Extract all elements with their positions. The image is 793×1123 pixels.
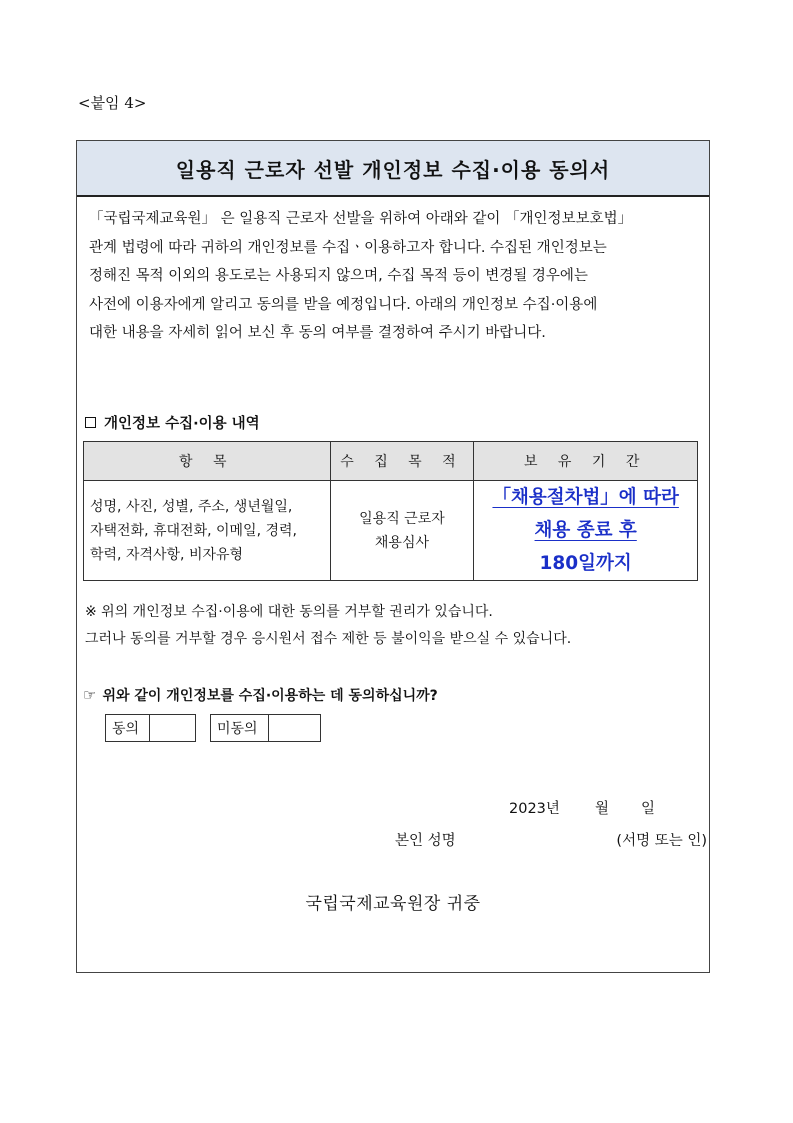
intro-line: 사전에 이용자에게 알리고 동의를 받을 예정입니다. 아래의 개인정보 수집·이용에 [89,296,598,313]
recipient: 국립국제교육원장 귀중 [305,894,481,914]
consent-form [76,140,710,973]
agree-checkbox[interactable] [150,715,188,741]
intro-line: 관계 법령에 따라 귀하의 개인정보를 수집ㆍ이용하고자 합니다. 수집된 개인정보는 [89,239,607,256]
disagree-option[interactable] [210,714,321,742]
form-title: 일용직 근로자 선발 개인정보 수집·이용 동의서 [77,141,709,197]
agree-option[interactable] [105,714,196,742]
question-text: 위와 같이 개인정보를 수집·이용하는 데 동의하십니까? [102,688,438,704]
period-cell [474,481,698,581]
period-line: 180일까지 [539,553,632,574]
period-line: 채용 종료 후 [534,520,637,541]
purpose-line: 채용심사 [374,534,430,551]
intro-line: 「국립국제교육원」 은 일용직 근로자 선발을 위하여 아래와 같이 「개인정보보호법」 [89,211,633,227]
purpose-cell [330,481,474,581]
items-line: 학력, 자격사항, 비자유형 [90,546,244,563]
signature-line [395,829,707,850]
refusal-notice [85,599,705,653]
notice-line: 그러나 동의를 거부할 경우 응시원서 접수 제한 등 불이익을 받으실 수 있습니다. [85,631,572,647]
period-line: 「채용절차법」에 따라 [492,487,679,508]
signature-hint[interactable]: (서명 또는 인) [616,833,707,849]
disagree-label: 미동의 [211,715,269,741]
intro-line: 정해진 목적 이외의 용도로는 사용되지 않으며, 수집 목적 등이 변경될 경우에는 [89,268,588,284]
consent-question [83,685,438,705]
intro-line: 대한 내용을 자세히 읽어 보신 후 동의 여부를 결정하여 주시기 바랍니다. [89,325,546,341]
attachment-label: <붙임 4> [78,94,147,112]
signer-label: 본인 성명 [395,833,456,849]
header-items: 항 목 [84,442,331,481]
collection-table [83,441,698,581]
section-title [85,412,260,433]
items-line: 자택전화, 휴대전화, 이메일, 경력, [90,522,297,539]
intro-paragraph [89,205,701,348]
date-day[interactable]: 일 [641,801,656,817]
purpose-line: 일용직 근로자 [359,510,445,527]
pointing-hand-icon: ☞ [83,686,97,704]
date-month[interactable]: 월 [595,801,610,817]
table-header-row [84,442,698,481]
date-line [509,797,655,818]
date-year[interactable]: 2023년 [509,801,560,817]
disagree-checkbox[interactable] [269,715,307,741]
notice-line: ※ 위의 개인정보 수집·이용에 대한 동의를 거부할 권리가 있습니다. [85,604,493,620]
square-icon [85,417,96,428]
agree-label: 동의 [106,715,150,741]
header-purpose: 수 집 목 적 [330,442,474,481]
items-line: 성명, 사진, 성별, 주소, 생년월일, [90,498,293,515]
header-period: 보 유 기 간 [474,442,698,481]
table-row [84,481,698,581]
items-cell [84,481,331,581]
section-title-text: 개인정보 수집·이용 내역 [104,416,260,432]
